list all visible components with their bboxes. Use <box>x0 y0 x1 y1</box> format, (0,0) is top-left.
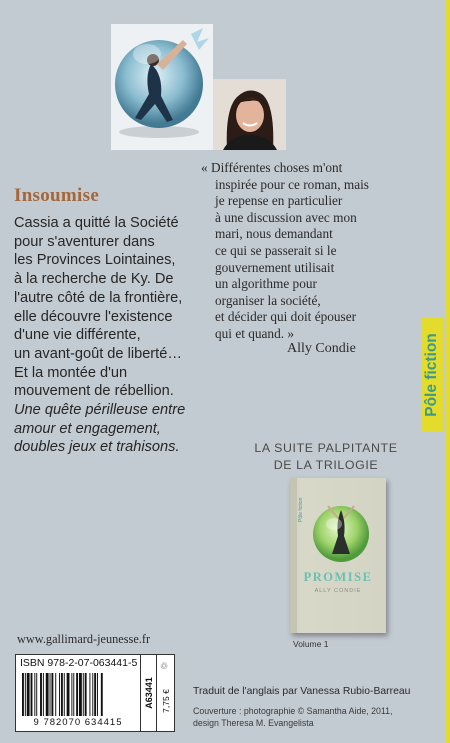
quote-line: « Différentes choses m'ont <box>201 160 343 175</box>
barcode-bar <box>64 673 65 716</box>
series-note-line: LA SUITE PALPITANTE <box>254 441 398 455</box>
quote-line: qui et quand. » <box>215 325 295 341</box>
quote-line: et décider qui doit épouser <box>215 309 357 325</box>
book-title: Insoumise <box>14 185 100 206</box>
barcode-bar <box>22 673 24 716</box>
barcode-bar <box>27 673 30 716</box>
barcode-bar <box>55 673 56 716</box>
cover-credits <box>193 705 423 729</box>
collection-label-text: Pôle fiction <box>423 333 440 417</box>
series-note <box>241 440 411 474</box>
author-photo <box>213 79 286 150</box>
summary-line: pour s'aventurer dans <box>14 233 155 250</box>
summary-tagline: doubles jeux et trahisons. <box>14 439 180 456</box>
quote-line: un algorithme pour <box>215 276 317 292</box>
series-note-line: DE LA TRILOGIE <box>273 458 379 472</box>
barcode-bar <box>46 673 49 716</box>
book-collection-label: Pôle fiction <box>298 497 304 522</box>
barcode-bar <box>25 673 26 716</box>
barcode-bar <box>92 673 93 716</box>
barcode-bar <box>34 673 35 716</box>
summary-line: elle découvre l'existence <box>14 308 173 325</box>
summary-line: Cassia a quitté la Société <box>14 215 179 231</box>
next-book-author: ALLY CONDIE <box>314 588 362 594</box>
summary-line: mouvement de rébellion. <box>14 383 174 400</box>
book-summary <box>14 214 214 457</box>
translation-credit: Traduit de l'anglais par Vanessa Rubio-Barreau <box>193 686 411 697</box>
quote-line: inspirée pour ce roman, mais <box>215 176 369 192</box>
barcode-bar <box>51 673 53 716</box>
isbn: ISBN 978-2-07-063441-5 <box>20 657 138 669</box>
credit-line: Couverture : photographie © Samantha Aide, 2011, <box>193 706 393 716</box>
barcode-bar <box>101 673 103 716</box>
barcode-bar <box>85 673 87 716</box>
barcode-bar <box>73 673 74 716</box>
barcode-number: 9 782070 634415 <box>33 717 123 728</box>
summary-line: à la recherche de Ky. De <box>14 271 174 288</box>
barcode-bar <box>76 673 78 716</box>
barcode-bar <box>40 673 42 716</box>
barcode-bar <box>50 673 51 716</box>
summary-tagline: amour et engagement, <box>14 420 161 437</box>
summary-line: les Provinces Lointaines, <box>14 252 176 269</box>
summary-line: l'autre côté de la frontière, <box>14 289 183 306</box>
summary-line: un avant-goût de liberté… <box>14 345 182 362</box>
quote-line: mari, nous demandant <box>215 226 333 242</box>
barcode-bar <box>94 673 96 716</box>
next-book-cover <box>290 478 386 633</box>
barcode-bar <box>36 673 37 716</box>
credit-line: design Theresa M. Evangelista <box>193 718 314 728</box>
yellow-edge-strip <box>446 0 450 743</box>
publisher-website: www.gallimard-jeunesse.fr <box>17 632 151 646</box>
quote-line: organiser la société, <box>215 292 321 308</box>
barcode-bar <box>97 673 98 716</box>
barcode-bar <box>89 673 90 716</box>
product-code <box>140 655 157 731</box>
collection-label <box>421 318 443 432</box>
book-spine <box>290 478 297 633</box>
green-bubble-illustration <box>310 496 372 564</box>
summary-tagline: Une quête périlleuse entre <box>14 402 186 419</box>
barcode-panel <box>15 654 175 732</box>
quote-author: Ally Condie <box>287 341 356 356</box>
next-book-title: PROMISE <box>303 570 373 584</box>
barcode-bar <box>31 673 33 716</box>
barcode-bar <box>61 673 63 716</box>
barcode-bar <box>43 673 44 716</box>
quote-line: ce qui se passerait si le <box>215 242 337 258</box>
product-code-text: A63441 <box>144 677 154 709</box>
volume-label: Volume 1 <box>293 639 329 649</box>
barcode-bar <box>79 673 82 716</box>
bubble-illustration <box>111 24 213 150</box>
price-text: 7,75 € <box>161 688 171 713</box>
summary-line: Et la montée d'un <box>14 364 128 381</box>
barcode-bar <box>59 673 60 716</box>
barcode-bar <box>67 673 70 716</box>
recycle-icon: ♲ <box>160 661 169 671</box>
quote-line: je repense en particulier <box>215 193 343 209</box>
barcode-bar <box>71 673 72 716</box>
summary-line: d'une vie différente, <box>14 327 141 344</box>
barcode-bar <box>83 673 84 716</box>
quote-line: à une discussion avec mon <box>215 209 357 225</box>
barcode-bars <box>20 673 136 716</box>
author-quote <box>201 160 397 343</box>
quote-line: gouvernement utilisait <box>215 259 335 275</box>
